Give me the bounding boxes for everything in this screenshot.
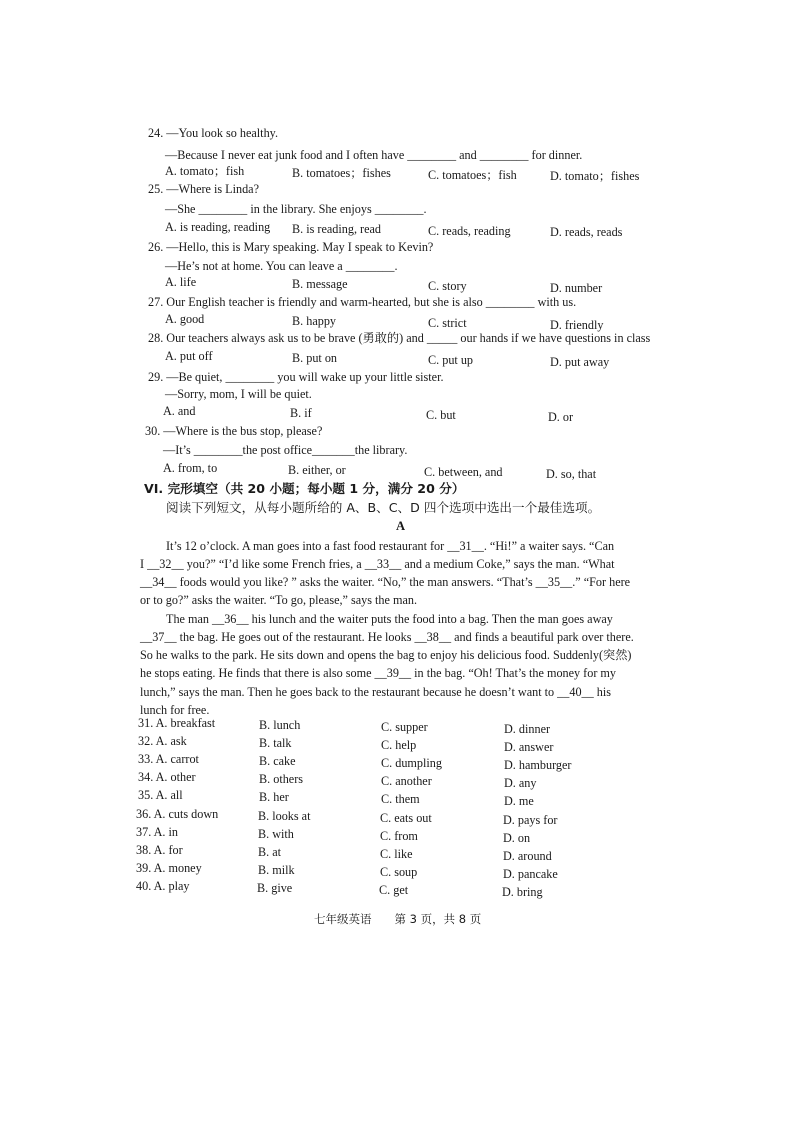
question-26-stem: 26. —Hello, this is Mary speaking. May I speak to Kevin?: [148, 240, 434, 254]
question-29-option-a: A. and: [163, 404, 196, 418]
question-30-reply: —It’s ________the post office_______the library.: [163, 443, 408, 457]
section-6-title: VI. 完形填空（共 20 小题；每小题 1 分，满分 20 分）: [144, 481, 465, 496]
passage-line-8: he stops eating. He finds that there is also some __39__ in the bag. “Oh! That’s the money for my: [140, 666, 617, 680]
cloze-40-option-a: 40. A. play: [136, 879, 190, 893]
passage-line-9: lunch,” says the man. Then he goes back to the restaurant because he doesn’t want to __40__ his: [140, 685, 612, 699]
cloze-40-option-b: B. give: [257, 881, 293, 895]
question-29-reply: —Sorry, mom, I will be quiet.: [165, 387, 312, 401]
cloze-38-option-b: B. at: [258, 845, 282, 859]
question-30-option-b: B. either, or: [288, 463, 346, 477]
cloze-36-option-c: C. eats out: [380, 811, 432, 825]
passage-line-7: So he walks to the park. He sits down and opens the bag to enjoy his delicious food. Suddenly(突然): [140, 648, 632, 662]
question-27-option-d: D. friendly: [550, 318, 604, 332]
cloze-39-option-a: 39. A. money: [136, 861, 202, 875]
cloze-37-option-d: D. on: [503, 831, 531, 845]
cloze-37-option-b: B. with: [258, 827, 294, 841]
cloze-32-option-a: 32. A. ask: [138, 734, 187, 748]
cloze-33-option-b: B. cake: [259, 754, 296, 768]
question-25-option-b: B. is reading, read: [292, 222, 382, 236]
question-30-option-c: C. between, and: [424, 465, 503, 479]
question-29-option-c: C. but: [426, 408, 456, 422]
question-27-stem: 27. Our English teacher is friendly and warm-hearted, but she is also ________ with us.: [148, 295, 577, 309]
question-27-option-a: A. good: [165, 312, 205, 326]
question-27-option-b: B. happy: [292, 314, 337, 328]
passage-line-3: __34__ foods would you like? ” asks the waiter. “No,” the man answers. “That’s __35__.” “For here: [140, 575, 631, 589]
question-30-stem: 30. —Where is the bus stop, please?: [145, 424, 323, 438]
question-27-option-c: C. strict: [428, 316, 467, 330]
question-28-option-a: A. put off: [165, 349, 213, 363]
question-26-option-d: D. number: [550, 281, 603, 295]
cloze-38-option-d: D. around: [503, 849, 552, 863]
passage-line-2: I __32__ you?” “I’d like some French fries, a __33__ and a medium Coke,” says the man. “What: [140, 557, 615, 571]
cloze-35-option-c: C. them: [381, 792, 420, 806]
cloze-40-option-c: C. get: [379, 883, 409, 897]
question-24-option-a: A. tomato；fish: [165, 164, 245, 178]
passage-line-4: or to go?” asks the waiter. “To go, please,” says the man.: [140, 593, 418, 607]
cloze-34-option-c: C. another: [381, 774, 432, 788]
question-24-option-c: C. tomatoes；fish: [428, 168, 517, 182]
question-25-reply: —She ________ in the library. She enjoys ________.: [165, 202, 427, 216]
question-28-option-c: C. put up: [428, 353, 474, 367]
question-24-reply: —Because I never eat junk food and I often have ________ and ________ for dinner.: [165, 148, 583, 162]
question-26-option-c: C. story: [428, 279, 467, 293]
question-30-option-d: D. so, that: [546, 467, 597, 481]
cloze-32-option-c: C. help: [381, 738, 417, 752]
question-24-stem: 24. —You look so healthy.: [148, 126, 279, 140]
cloze-33-option-c: C. dumpling: [381, 756, 442, 770]
cloze-31-option-b: B. lunch: [259, 718, 301, 732]
cloze-38-option-c: C. like: [380, 847, 413, 861]
question-28-option-d: D. put away: [550, 355, 610, 369]
question-28-option-b: B. put on: [292, 351, 338, 365]
passage-line-5: The man __36__ his lunch and the waiter puts the food into a bag. Then the man goes away: [166, 612, 613, 626]
cloze-33-option-d: D. hamburger: [504, 758, 572, 772]
question-24-option-b: B. tomatoes；fishes: [292, 166, 391, 180]
cloze-39-option-d: D. pancake: [503, 867, 558, 881]
passage-line-10: lunch for free.: [140, 703, 210, 717]
cloze-39-option-b: B. milk: [258, 863, 295, 877]
question-30-option-a: A. from, to: [163, 461, 218, 475]
cloze-34-option-a: 34. A. other: [138, 770, 196, 784]
question-29-option-d: D. or: [548, 410, 574, 424]
cloze-37-option-a: 37. A. in: [136, 825, 178, 839]
question-24-option-d: D. tomato；fishes: [550, 169, 640, 183]
question-29-stem: 29. —Be quiet, ________ you will wake up your little sister.: [148, 370, 444, 384]
question-28-stem: 28. Our teachers always ask us to be brave (勇敢的) and _____ our hands if we have questions in class: [148, 331, 651, 345]
question-25-option-a: A. is reading, reading: [165, 220, 271, 234]
cloze-38-option-a: 38. A. for: [136, 843, 183, 857]
question-29-option-b: B. if: [290, 406, 312, 420]
cloze-32-option-b: B. talk: [259, 736, 292, 750]
page-footer: 七年级英语 第 3 页，共 8 页: [314, 912, 482, 926]
cloze-34-option-b: B. others: [259, 772, 304, 786]
question-26-option-b: B. message: [292, 277, 348, 291]
cloze-37-option-c: C. from: [380, 829, 418, 843]
question-25-option-d: D. reads, reads: [550, 225, 623, 239]
cloze-34-option-d: D. any: [504, 776, 537, 790]
cloze-35-option-a: 35. A. all: [138, 788, 183, 802]
question-26-option-a: A. life: [165, 275, 197, 289]
cloze-31-option-d: D. dinner: [504, 722, 551, 736]
cloze-35-option-d: D. me: [504, 794, 534, 808]
cloze-33-option-a: 33. A. carrot: [138, 752, 199, 766]
cloze-40-option-d: D. bring: [502, 885, 543, 899]
cloze-39-option-c: C. soup: [380, 865, 418, 879]
cloze-36-option-a: 36. A. cuts down: [136, 807, 219, 821]
cloze-32-option-d: D. answer: [504, 740, 554, 754]
question-26-reply: —He’s not at home. You can leave a ________.: [165, 259, 398, 273]
cloze-36-option-d: D. pays for: [503, 813, 558, 827]
cloze-36-option-b: B. looks at: [258, 809, 311, 823]
cloze-31-option-c: C. supper: [381, 720, 428, 734]
passage-line-6: __37__ the bag. He goes out of the restaurant. He looks __38__ and finds a beautiful park over there.: [140, 630, 634, 644]
passage-line-1: It’s 12 o’clock. A man goes into a fast food restaurant for __31__. “Hi!” a waiter says. “Can: [166, 539, 615, 553]
section-6-instruction: 阅读下列短文，从每小题所给的 A、B、C、D 四个选项中选出一个最佳选项。: [166, 500, 601, 515]
passage-label: A: [396, 519, 406, 533]
question-25-stem: 25. —Where is Linda?: [148, 182, 260, 196]
cloze-35-option-b: B. her: [259, 790, 289, 804]
cloze-31-option-a: 31. A. breakfast: [138, 716, 216, 730]
question-25-option-c: C. reads, reading: [428, 224, 511, 238]
